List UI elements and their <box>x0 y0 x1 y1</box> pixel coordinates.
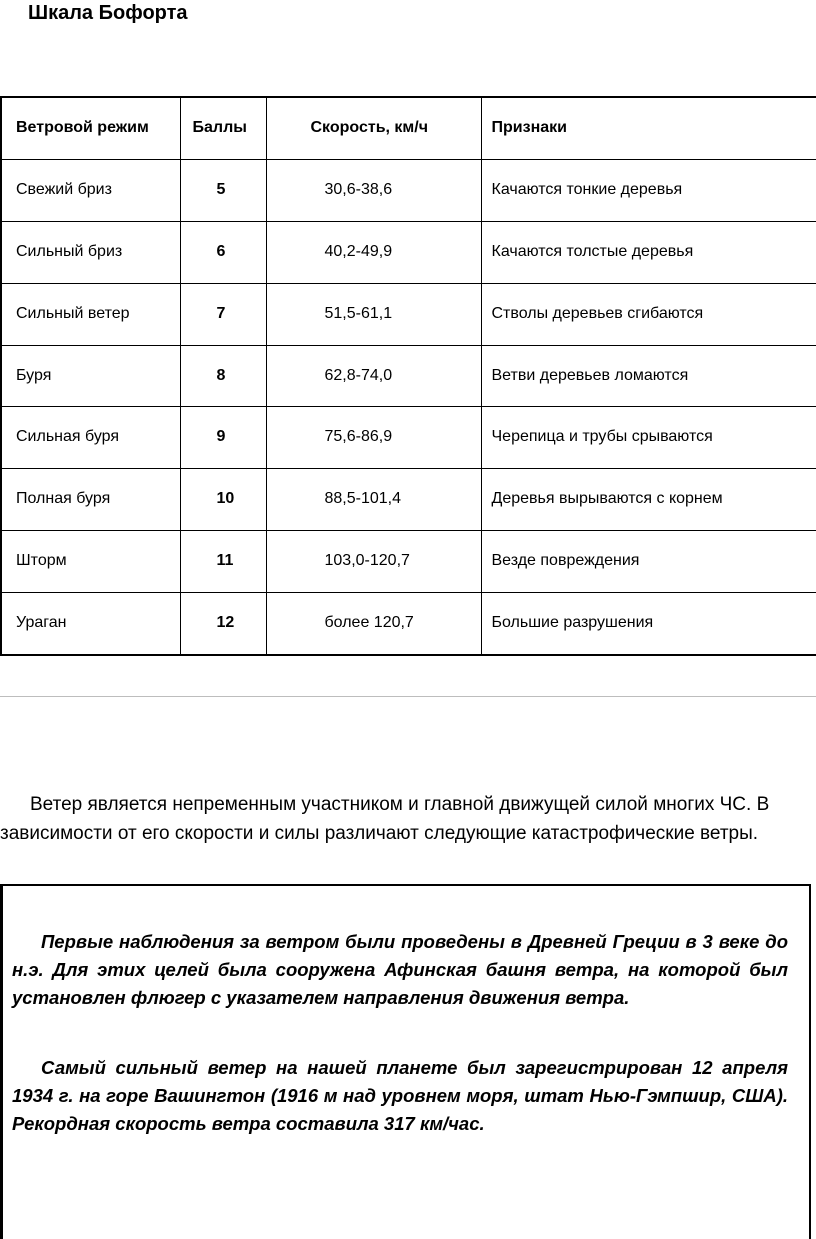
signs-cell: Деревья вырываются с корнем <box>481 469 816 531</box>
wind-mode-cell: Сильный бриз <box>1 221 180 283</box>
speed-cell: более 120,7 <box>266 593 481 655</box>
speed-cell: 40,2-49,9 <box>266 221 481 283</box>
score-cell: 11 <box>180 531 266 593</box>
intro-text: Ветер является непременным участником и главной движущей силой многих ЧС. В зависимости от его скорости и силы различают следующие катастрофические ветры. <box>0 794 770 844</box>
header-cell: Баллы <box>180 97 266 159</box>
wind-mode-cell: Сильная буря <box>1 407 180 469</box>
speed-cell: 103,0-120,7 <box>266 531 481 593</box>
table-row <box>1 531 816 593</box>
table-row <box>1 283 816 345</box>
table-row <box>1 593 816 655</box>
header-cell: Скорость, км/ч <box>266 97 481 159</box>
score-cell: 9 <box>180 407 266 469</box>
table-header-row <box>1 97 816 159</box>
signs-cell: Черепица и трубы срываются <box>481 407 816 469</box>
fact-paragraph-2: Самый сильный ветер на нашей планете был зарегистрирован 12 апреля 1934 г. на горе Вашингтон (1916 м над уровнем моря, штат Нью-Гэмпшир, США). Рекордная скорость ветра составила 317 км/час. <box>12 1057 788 1134</box>
signs-cell: Большие разрушения <box>481 593 816 655</box>
header-cell: Ветровой режим <box>1 97 180 159</box>
table-row <box>1 159 816 221</box>
score-cell: 8 <box>180 345 266 407</box>
wind-mode-cell: Свежий бриз <box>1 159 180 221</box>
intro-paragraph <box>0 790 810 848</box>
facts-box <box>0 884 811 1239</box>
wind-mode-cell: Полная буря <box>1 469 180 531</box>
speed-cell: 51,5-61,1 <box>266 283 481 345</box>
score-cell: 6 <box>180 221 266 283</box>
signs-cell: Ветви деревьев ломаются <box>481 345 816 407</box>
header-cell: Признаки <box>481 97 816 159</box>
table-row <box>1 469 816 531</box>
score-cell: 10 <box>180 469 266 531</box>
table-row <box>1 407 816 469</box>
divider <box>0 696 816 697</box>
beaufort-table <box>0 96 816 656</box>
speed-cell: 30,6-38,6 <box>266 159 481 221</box>
speed-cell: 62,8-74,0 <box>266 345 481 407</box>
wind-mode-cell: Сильный ветер <box>1 283 180 345</box>
fact-paragraph-1: Первые наблюдения за ветром были проведены в Древней Греции в 3 веке до н.э. Для этих целей была сооружена Афинская башня ветра, на которой был установлен флюгер с указателем направления движения ветра. <box>12 931 788 1008</box>
score-cell: 5 <box>180 159 266 221</box>
wind-mode-cell: Ураган <box>1 593 180 655</box>
speed-cell: 75,6-86,9 <box>266 407 481 469</box>
score-cell: 7 <box>180 283 266 345</box>
wind-mode-cell: Буря <box>1 345 180 407</box>
wind-mode-cell: Шторм <box>1 531 180 593</box>
signs-cell: Везде повреждения <box>481 531 816 593</box>
page-title: Шкала Бофорта <box>28 2 188 24</box>
score-cell: 12 <box>180 593 266 655</box>
speed-cell: 88,5-101,4 <box>266 469 481 531</box>
signs-cell: Стволы деревьев сгибаются <box>481 283 816 345</box>
signs-cell: Качаются толстые деревья <box>481 221 816 283</box>
table-row <box>1 221 816 283</box>
table-row <box>1 345 816 407</box>
signs-cell: Качаются тонкие деревья <box>481 159 816 221</box>
